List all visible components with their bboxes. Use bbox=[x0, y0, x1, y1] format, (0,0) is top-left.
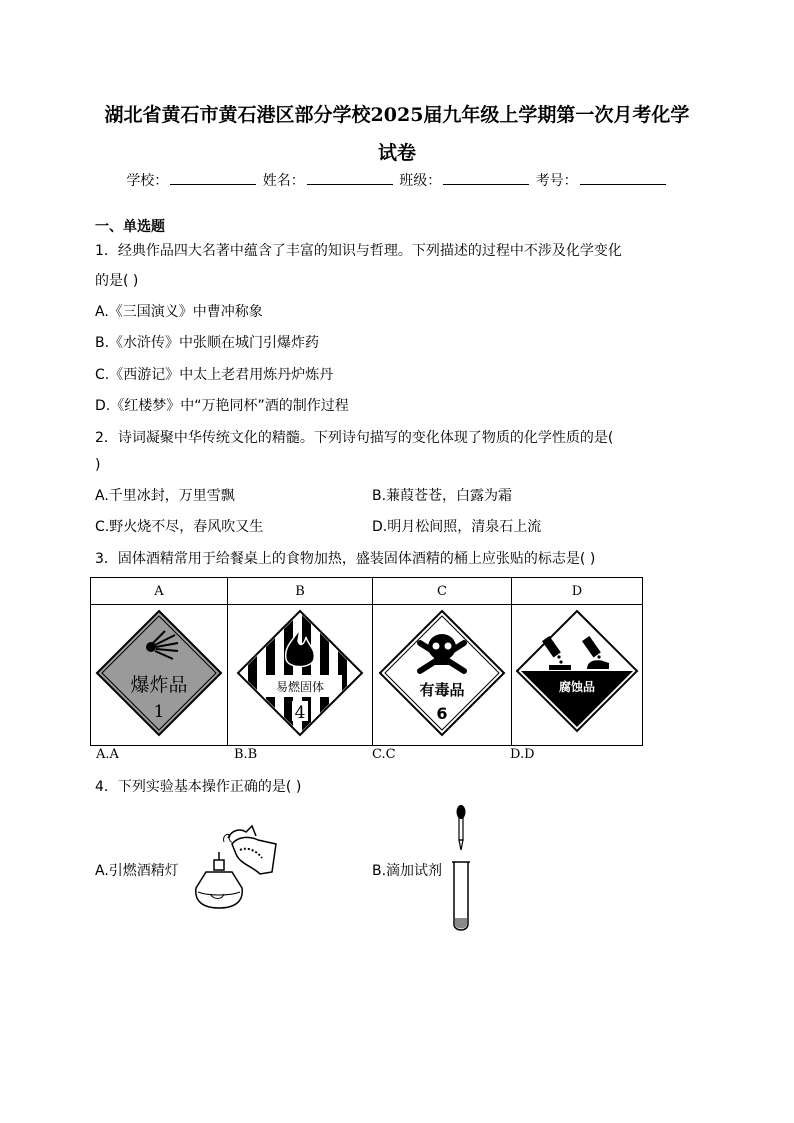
school-blank bbox=[170, 170, 256, 185]
explosive-class-number: 1 bbox=[153, 702, 165, 722]
q1-option-d: D.《红楼梦》中“万艳同杯”酒的制作过程 bbox=[95, 398, 349, 414]
second-lamp-icon bbox=[224, 826, 276, 874]
q3-option-a: A.A bbox=[96, 747, 119, 762]
title-line-2: 试卷 bbox=[377, 142, 416, 164]
toxic-sign-label: 有毒品 bbox=[419, 681, 465, 699]
title-line-1: 湖北省黄石市黄石港区部分学校2025届九年级上学期第一次月考化学 bbox=[104, 104, 690, 126]
class-blank bbox=[443, 170, 529, 185]
q2-option-b: B.蒹葭苍苍，白露为霜 bbox=[372, 488, 513, 504]
q1-option-c: C.《西游记》中太上老君用炼丹炉炼丹 bbox=[95, 367, 334, 383]
sign-cell-b bbox=[228, 605, 373, 746]
class-label: 班级： bbox=[399, 173, 442, 189]
exam-no-blank bbox=[580, 170, 666, 185]
flammable-sign-label: 易燃固体 bbox=[275, 680, 325, 694]
alcohol-lamp-icon bbox=[196, 852, 243, 908]
corrosive-sign-label: 腐蚀品 bbox=[558, 680, 596, 694]
q2-stem-line-2: ) bbox=[95, 457, 101, 473]
q2-option-c: C.野火烧不尽，春风吹又生 bbox=[95, 519, 264, 535]
q1-option-b: B.《水浒传》中张顺在城门引爆炸药 bbox=[95, 335, 320, 351]
add-reagent-illustration bbox=[446, 804, 476, 936]
name-blank bbox=[307, 170, 393, 185]
test-tube-icon bbox=[452, 862, 470, 930]
sign-cell-c bbox=[373, 605, 512, 746]
hazard-sign-table bbox=[90, 577, 643, 746]
q1-stem-line-2: 的是( ) bbox=[95, 273, 139, 289]
dropper-icon bbox=[457, 805, 466, 850]
header-d: D bbox=[512, 578, 643, 605]
q3-stem: 3．固体酒精常用于给餐桌上的食物加热，盛装固体酒精的桶上应张贴的标志是( ) bbox=[95, 551, 596, 567]
q4-stem: 4．下列实验基本操作正确的是( ) bbox=[95, 779, 302, 795]
flammable-solid-sign bbox=[234, 607, 366, 739]
flammable-class-number: 4 bbox=[294, 703, 306, 723]
sign-cell-d bbox=[512, 605, 643, 746]
q2-stem-line-1: 2．诗词凝聚中华传统文化的精髓。下列诗句描写的变化体现了物质的化学性质的是( bbox=[95, 430, 614, 446]
q4-option-a: A.引燃酒精灯 bbox=[95, 863, 179, 879]
header-c: C bbox=[373, 578, 512, 605]
header-a: A bbox=[91, 578, 228, 605]
q3-option-c: C.C bbox=[372, 747, 396, 762]
q3-option-d: D.D bbox=[510, 747, 535, 762]
exam-no-label: 考号： bbox=[535, 173, 578, 189]
q4-option-b: B.滴加试剂 bbox=[372, 863, 443, 879]
q2-option-a: A.千里冰封，万里雪飘 bbox=[95, 488, 235, 504]
explosive-sign-label: 爆炸品 bbox=[130, 674, 188, 696]
name-label: 姓名： bbox=[262, 173, 305, 189]
header-b: B bbox=[228, 578, 373, 605]
section-heading: 一、单选题 bbox=[95, 219, 165, 235]
toxic-class-number: 6 bbox=[436, 704, 448, 723]
q2-option-d: D.明月松间照，清泉石上流 bbox=[372, 519, 542, 535]
corrosive-sign bbox=[513, 607, 641, 739]
sign-cell-a bbox=[91, 605, 228, 746]
school-label: 学校： bbox=[126, 173, 169, 189]
q1-option-a: A.《三国演义》中曹冲称象 bbox=[95, 304, 263, 320]
q3-option-b: B.B bbox=[234, 747, 258, 762]
student-info-row bbox=[0, 170, 794, 190]
toxic-sign bbox=[376, 607, 508, 739]
light-alcohol-lamp-illustration bbox=[188, 822, 284, 914]
explosive-sign bbox=[93, 607, 225, 739]
q1-stem-line-1: 1．经典作品四大名著中蕴含了丰富的知识与哲理。下列描述的过程中不涉及化学变化 bbox=[95, 243, 622, 259]
